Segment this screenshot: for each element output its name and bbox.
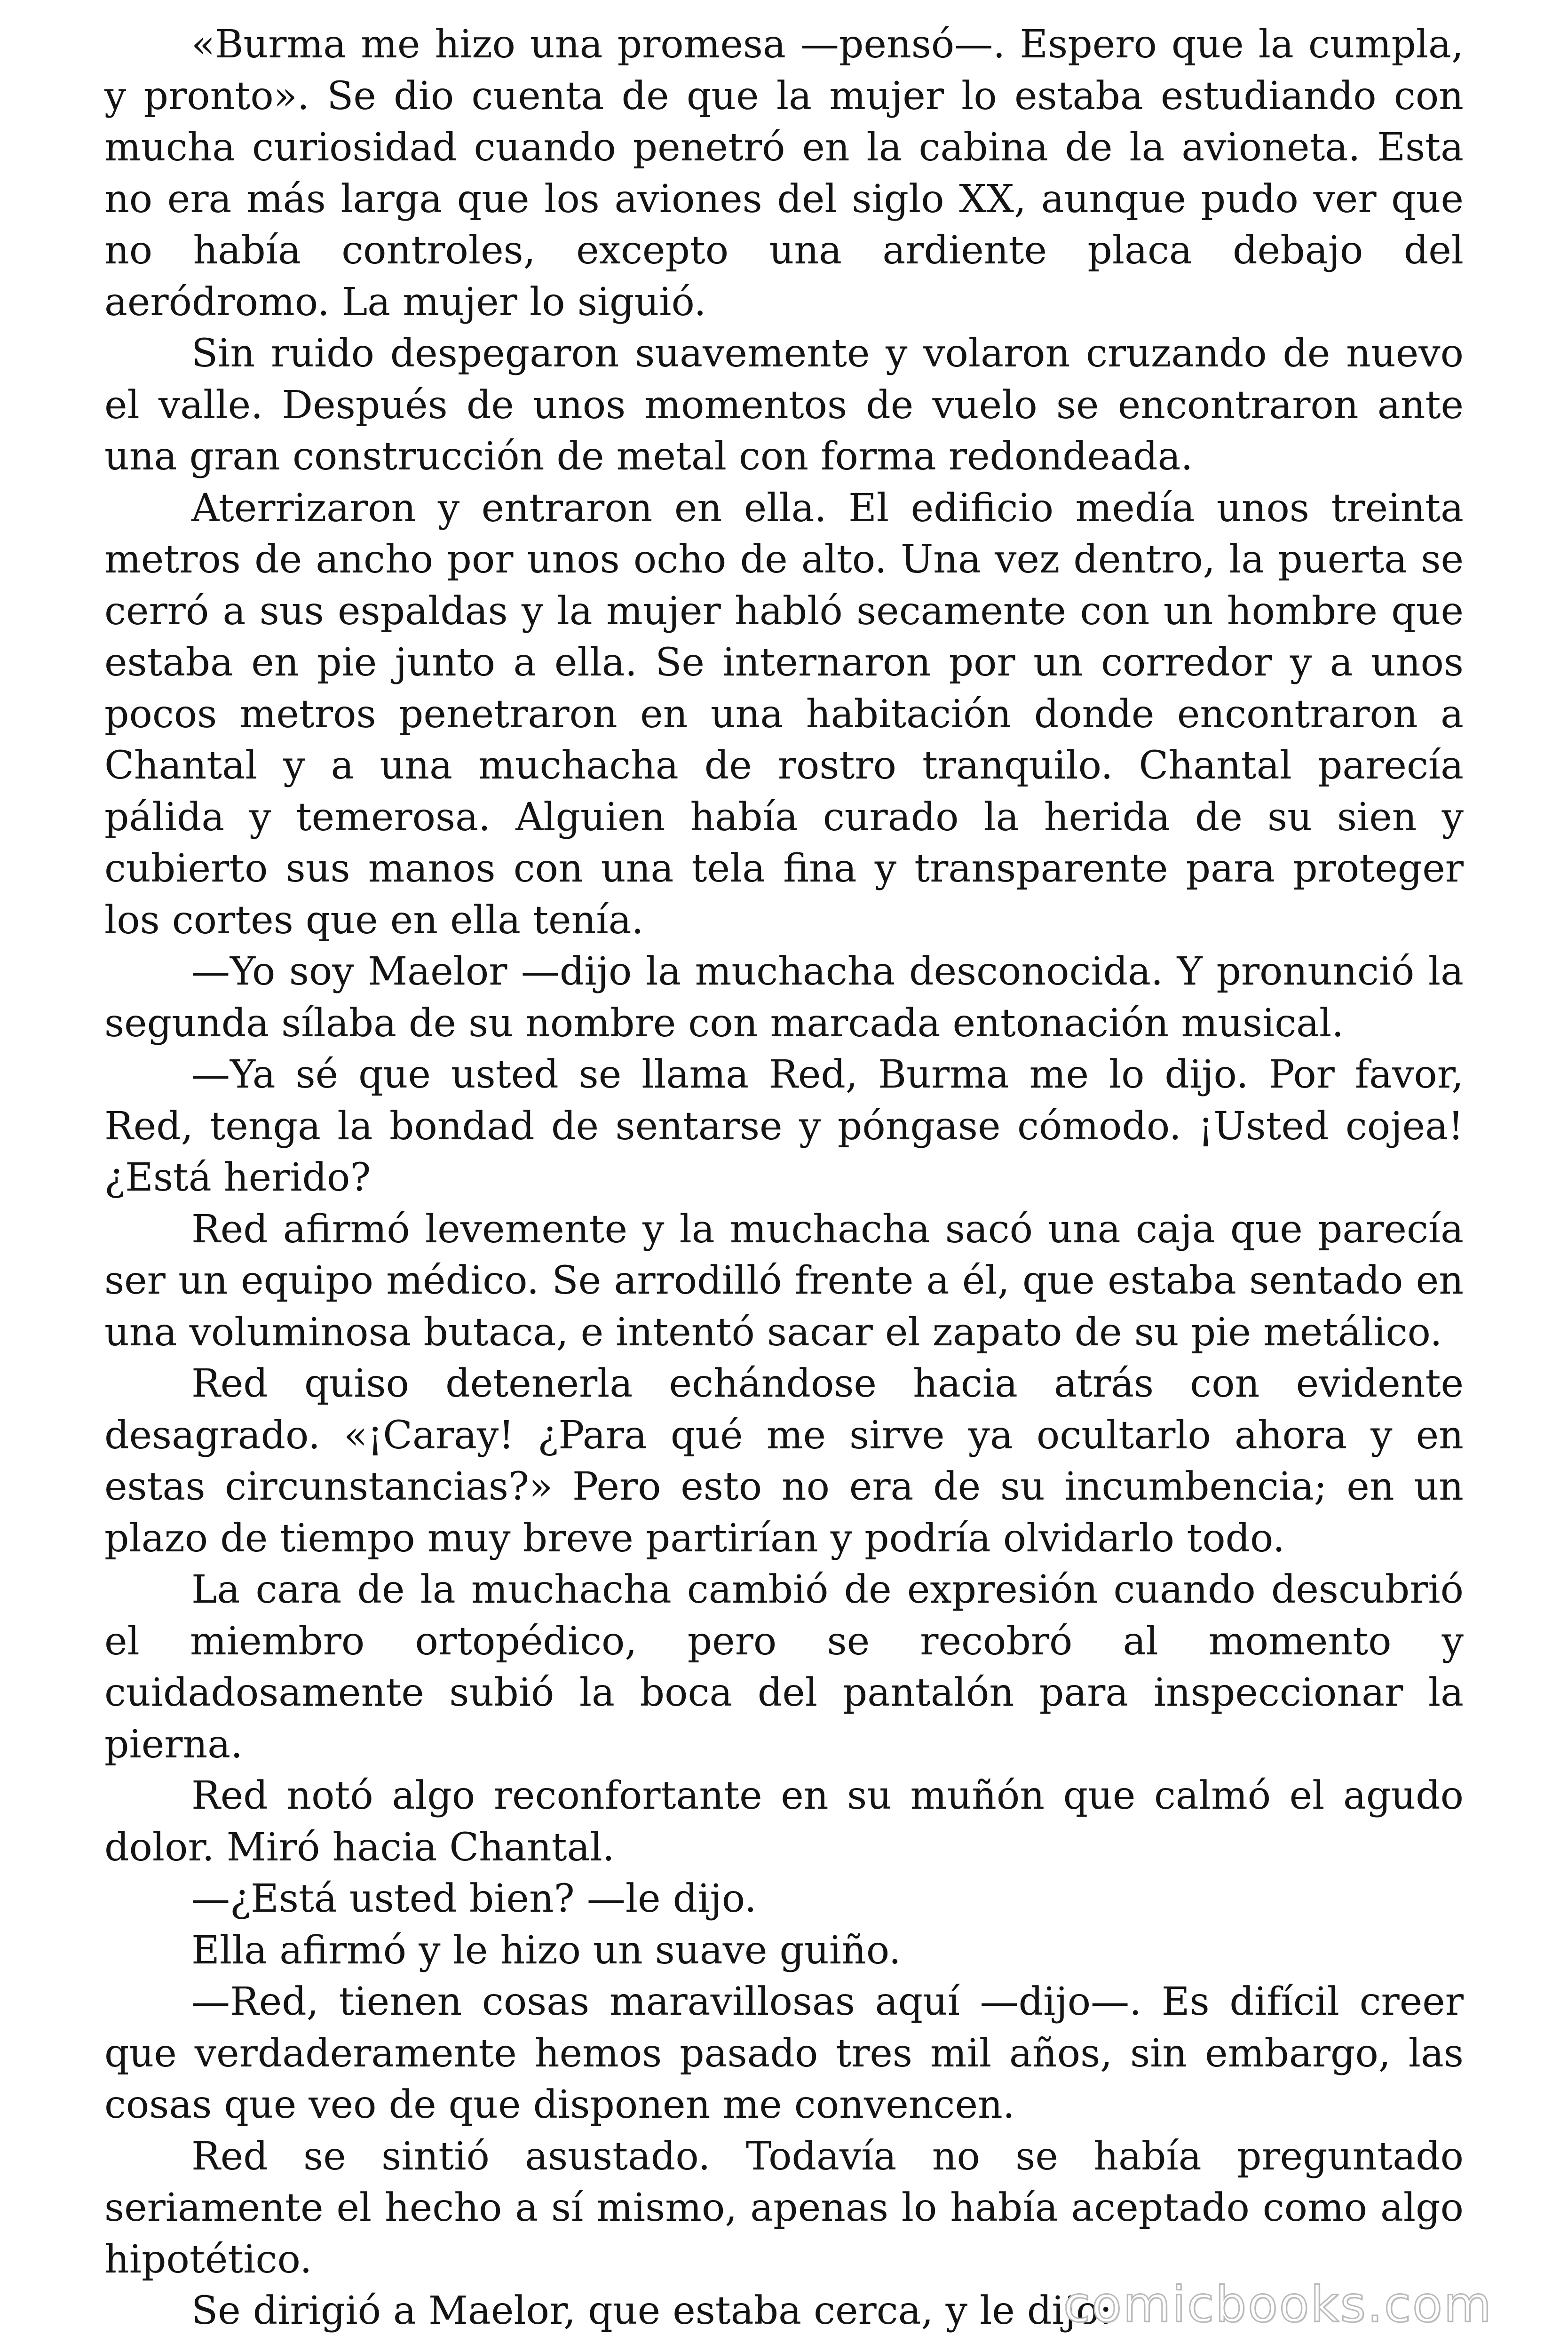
paragraph-12: —Red, tienen cosas maravillosas aquí —dijo—. Es difícil creer que verdaderamente hemos pasado tres mil años, sin embargo, las cosas que veo de que disponen me convencen. (104, 1979, 1464, 2127)
page-text (104, 19, 1464, 2337)
paragraph-13: Red se sintió asustado. Todavía no se había preguntado seriamente el hecho a sí mismo, apenas lo había aceptado como algo hipotético. (104, 2134, 1464, 2282)
paragraph-2: Sin ruido despegaron suavemente y volaron cruzando de nuevo el valle. Después de unos momentos de vuelo se encontraron ante una gran construcción de metal con forma redondeada. (104, 331, 1464, 479)
watermark: comicbooks.com (1063, 2276, 1493, 2333)
paragraph-5: —Ya sé que usted se llama Red, Burma me lo dijo. Por favor, Red, tenga la bondad de sentarse y póngase cómodo. ¡Usted cojea! ¿Está herido? (104, 1052, 1464, 1200)
paragraph-11: Ella afirmó y le hizo un suave guiño. (191, 1928, 901, 1973)
paragraph-6: Red afirmó levemente y la muchacha sacó una caja que parecía ser un equipo médico. Se arrodilló frente a él, que estaba sentado en una voluminosa butaca, e intentó sacar el zapato de su pie metálico. (104, 1207, 1464, 1355)
paragraph-3: Aterrizaron y entraron en ella. El edificio medía unos treinta metros de ancho por unos ocho de alto. Una vez dentro, la puerta se cerró a sus espaldas y la mujer habló secamente con un hombre que estaba en pie junto a ella. Se internaron por un corredor y a unos pocos metros penetraron en una habitación donde encontraron a Chantal y a una muchacha de rostro tranquilo. Chantal parecía pálida y temerosa. Alguien había curado la herida de su sien y cubierto sus manos con una tela fina y transparente para proteger los cortes que en ella tenía. (104, 485, 1464, 943)
paragraph-8: La cara de la muchacha cambió de expresión cuando descubrió el miembro ortopédico, pero se recobró al momento y cuidadosamente subió la boca del pantalón para inspeccionar la pierna. (104, 1567, 1464, 1767)
paragraph-1: «Burma me hizo una promesa —pensó—. Espero que la cumpla, y pronto». Se dio cuenta de que la mujer lo estaba estudiando con mucha curiosidad cuando penetró en la cabina de la avioneta. Esta no era más larga que los aviones del siglo XX, aunque pudo ver que no había controles, excepto una ardiente placa debajo del aeródromo. La mujer lo siguió. (104, 22, 1464, 325)
paragraph-14: Se dirigió a Maelor, que estaba cerca, y le dijo: (191, 2288, 1113, 2333)
paragraph-4: —Yo soy Maelor —dijo la muchacha desconocida. Y pronunció la segunda sílaba de su nombre con marcada entonación musical. (104, 949, 1464, 1046)
paragraph-9: Red notó algo reconfortante en su muñón que calmó el agudo dolor. Miró hacia Chantal. (104, 1773, 1464, 1870)
paragraph-7: Red quiso detenerla echándose hacia atrás con evidente desagrado. «¡Caray! ¿Para qué me sirve ya ocultarlo ahora y en estas circunstancias?» Pero esto no era de su incumbencia; en un plazo de tiempo muy breve partirían y podría olvidarlo todo. (104, 1361, 1464, 1561)
paragraph-10: —¿Está usted bien? —le dijo. (191, 1876, 757, 1921)
